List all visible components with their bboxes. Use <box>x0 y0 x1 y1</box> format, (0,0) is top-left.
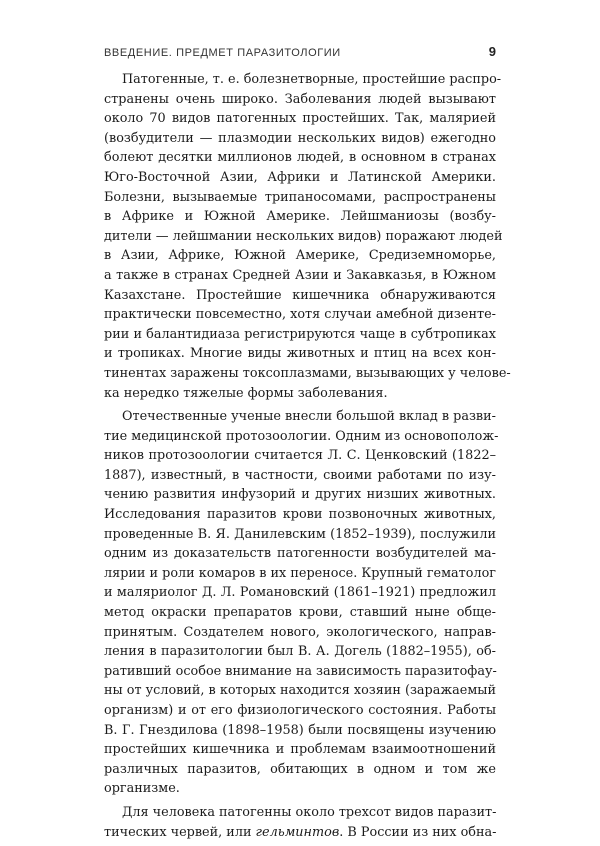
paragraph-helminths <box>104 803 496 842</box>
paragraph-russian-scientists <box>104 407 499 799</box>
text-line: Болезни, вызываемые трипаносомами, распространены <box>104 189 496 205</box>
text-run: . В России из них обна- <box>339 824 497 840</box>
text-line: ка нередко тяжелые формы заболевания. <box>104 385 388 401</box>
text-line: Казахстане. Простейшие кишечника обнаруживаются <box>104 287 496 303</box>
text-line: болеют десятки миллионов людей, в основном в странах <box>104 150 496 166</box>
text-line: проведенные В. Я. Данилевским (1852–1939), послужили <box>104 526 496 542</box>
running-head: ВВЕДЕНИЕ. ПРЕДМЕТ ПАРАЗИТОЛОГИИ <box>104 47 341 59</box>
text-line: Юго-Восточной Азии, Африки и Латинской Америки. <box>104 169 496 185</box>
text-line: ников протозоологии считается Л. С. Ценковский (1822– <box>104 448 496 464</box>
text-line: тинентах заражены токсоплазмами, вызывающих у челове- <box>104 365 511 381</box>
text-line: лярии и роли комаров в их переносе. Крупный гематолог <box>104 565 496 581</box>
text-line: около 70 видов патогенных простейших. Так, малярией <box>104 111 496 127</box>
text-line: тие медицинской протозоологии. Одним из основополож- <box>104 428 499 444</box>
text-line: В. Г. Гнездилова (1898–1958) были посвящены изучению <box>104 722 496 738</box>
page-number: 9 <box>488 44 496 59</box>
text-line: простейших кишечника и проблемам взаимоотношений <box>104 742 496 758</box>
text-line: метод окраски препаратов крови, ставший ныне обще- <box>104 605 496 621</box>
text-line: и маляриолог Д. Л. Романовский (1861–1921) предложил <box>104 585 496 601</box>
text-line: практически повсеместно, хотя случаи амебной дизенте- <box>104 307 496 323</box>
text-line: одним из доказательств патогенности возбудителей ма- <box>104 546 496 562</box>
italic-term-helminths: гельминтов <box>255 824 340 840</box>
text-line: а также в странах Средней Азии и Закавказья, в Южном <box>104 267 496 283</box>
text-line <box>104 823 496 843</box>
paragraph-protozoa-pathogens <box>104 70 511 403</box>
text-line: принятым. Создателем нового, экологического, направ- <box>104 624 496 640</box>
text-line: в Африке и Южной Америке. Лейшманиозы (возбу- <box>104 209 496 225</box>
text-line: (возбудители — плазмодии нескольких видов) ежегодно <box>104 130 496 146</box>
text-line: чению развития инфузорий и других низших животных. <box>104 487 496 503</box>
text-line: в Азии, Африке, Южной Америке, Средиземноморье, <box>104 248 496 264</box>
text-line: и тропиках. Многие виды животных и птиц на всех кон- <box>104 346 496 362</box>
text-line: организм) и от его физиологического состояния. Работы <box>104 703 496 718</box>
text-run: тических червей, или <box>104 824 256 840</box>
text-line: дители — лейшмании нескольких видов) поражают людей <box>104 228 503 244</box>
body-text <box>104 70 511 846</box>
text-line: Для человека патогенны около трехсот видов паразит- <box>122 804 497 820</box>
text-line: различных паразитов, обитающих в одном и том же <box>104 761 496 777</box>
text-line: 1887), известный, в частности, своими работами по изу- <box>104 467 496 483</box>
text-line: странены очень широко. Заболевания людей вызывают <box>104 91 496 107</box>
text-line: ления в паразитологии был В. А. Догель (1882–1955), об- <box>104 644 496 660</box>
text-line: Патогенные, т. е. болезнетворные, простейшие распро- <box>122 72 502 87</box>
text-line: ны от условий, в которых находится хозяин (заражаемый <box>104 683 497 699</box>
text-line: организме. <box>104 781 180 797</box>
text-line: Исследования паразитов крови позвоночных животных, <box>104 507 496 523</box>
text-line: рии и балантидиаза регистрируются чаще в субтропиках <box>104 326 496 342</box>
text-line: ративший особое внимание на зависимость паразитофау- <box>104 663 497 679</box>
text-line: Отечественные ученые внесли большой вклад в разви- <box>122 409 496 425</box>
page-header <box>104 44 496 59</box>
